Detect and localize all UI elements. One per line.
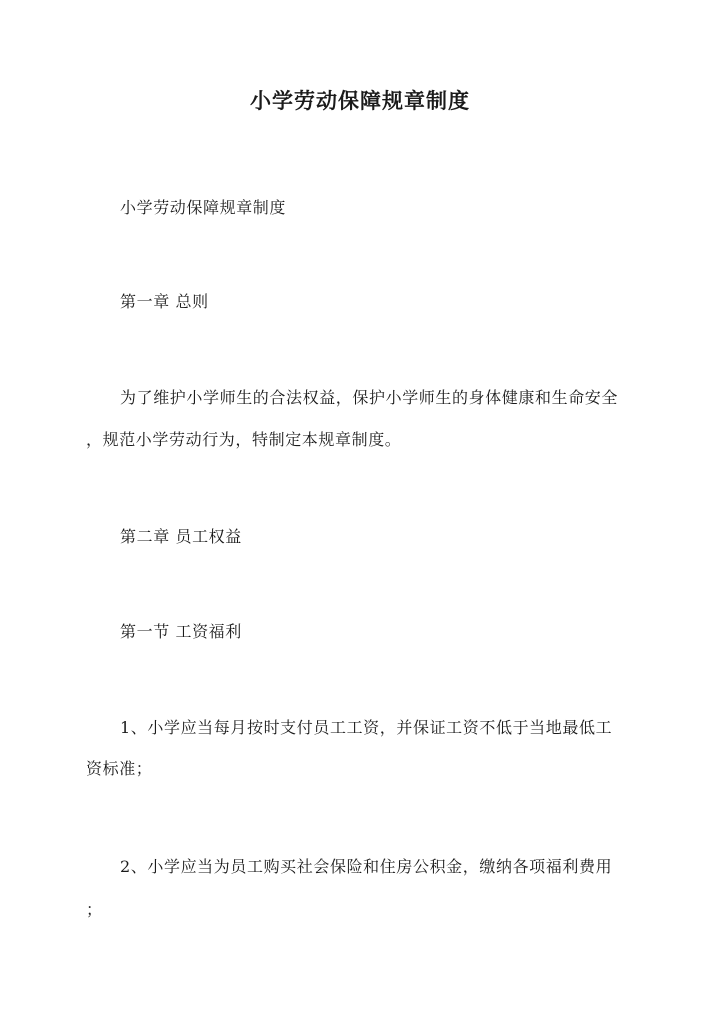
paragraph-1-line-2: ，规范小学劳动行为，特制定本规章制度。 (86, 430, 402, 449)
paragraph-1-line-1: 为了维护小学师生的合法权益，保护小学师生的身体健康和生命安全 (120, 388, 619, 407)
list-item-1-line-1: 1、小学应当每月按时支付员工工资，并保证工资不低于当地最低工 (120, 718, 613, 737)
document-subtitle: 小学劳动保障规章制度 (120, 198, 287, 217)
list-item-2-line-2: ； (86, 900, 103, 919)
list-item-1-line-2: 资标准； (86, 759, 153, 778)
chapter-2-heading: 第二章 员工权益 (120, 527, 242, 546)
list-item-2-line-1: 2、小学应当为员工购买社会保险和住房公积金，缴纳各项福利费用 (120, 857, 613, 876)
document-title: 小学劳动保障规章制度 (250, 88, 470, 113)
chapter-1-heading: 第一章 总则 (120, 292, 209, 311)
section-1-heading: 第一节 工资福利 (120, 622, 242, 641)
